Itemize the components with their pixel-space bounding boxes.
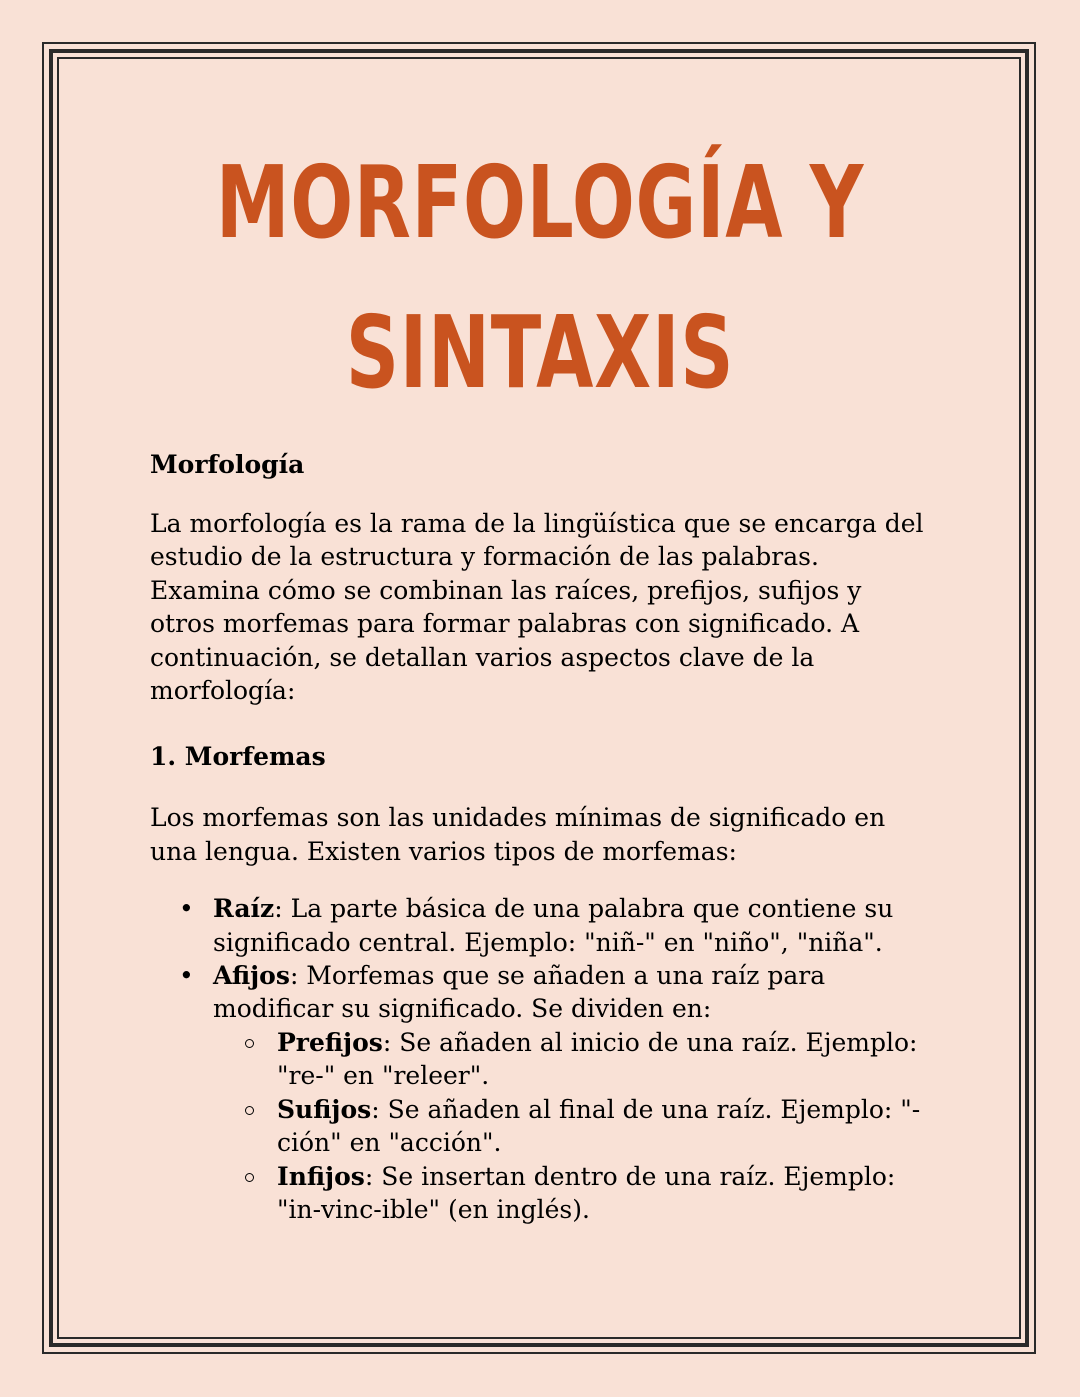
sublist-item-description: : Se añaden al final de una raíz. Ejemplo: "-ción" en "acción".	[277, 1094, 921, 1158]
morpheme-type-list	[150, 892, 930, 1226]
list-item-raiz	[179, 892, 930, 959]
sublist-item-term: Prefijos	[277, 1027, 383, 1057]
bullet-dot-icon: •	[179, 894, 194, 924]
list-item-description: : La parte básica de una palabra que contiene su significado central. Ejemplo: "niñ-" en "niño", "niña".	[213, 894, 894, 957]
bullet-circle-icon	[245, 1106, 254, 1115]
list-item-term: Afijos	[213, 961, 290, 991]
sublist-item-sufijos	[277, 1093, 930, 1160]
subsection-heading: 1. Morfemas	[150, 742, 326, 772]
section-intro-paragraph: La morfología es la rama de la lingüística que se encarga del estudio de la estructura y formación de las palabras. Examina cómo se combinan las raíces, prefijos, sufijos y otros morfemas para formar palabras con significado. A continuación, se detallan varios aspectos clave de la morfología:	[150, 509, 924, 706]
bullet-circle-icon	[245, 1173, 254, 1182]
list-item-afijos	[179, 959, 930, 1226]
section-heading: Morfología	[150, 450, 305, 479]
sublist-item-term: Sufijos	[277, 1094, 372, 1124]
sublist-item-description: : Se añaden al inicio de una raíz. Ejemplo: "re-" en "releer".	[277, 1027, 918, 1091]
page-title	[214, 128, 865, 428]
list-item-description: : Morfemas que se añaden a una raíz para modificar su significado. Se dividen en:	[213, 961, 826, 1024]
bullet-circle-icon	[245, 1039, 254, 1048]
sublist-item-infijos	[277, 1160, 930, 1227]
sublist-item-term: Infijos	[277, 1161, 365, 1191]
sublist-item-description: : Se insertan dentro de una raíz. Ejemplo: "in-vinc-ible" (en inglés).	[277, 1161, 896, 1224]
document-body	[150, 443, 930, 1226]
list-item-term: Raíz	[213, 894, 275, 924]
page-title-line-1: MORFOLOGÍA Y	[215, 144, 865, 261]
page-title-line-2: SINTAXIS	[345, 294, 735, 411]
sublist-item-prefijos	[277, 1026, 930, 1093]
affix-type-list	[213, 1026, 930, 1226]
subsection-intro-paragraph: Los morfemas son las unidades mínimas de significado en una lengua. Existen varios tipos de morfemas:	[150, 803, 886, 866]
bullet-dot-icon: •	[179, 961, 194, 991]
